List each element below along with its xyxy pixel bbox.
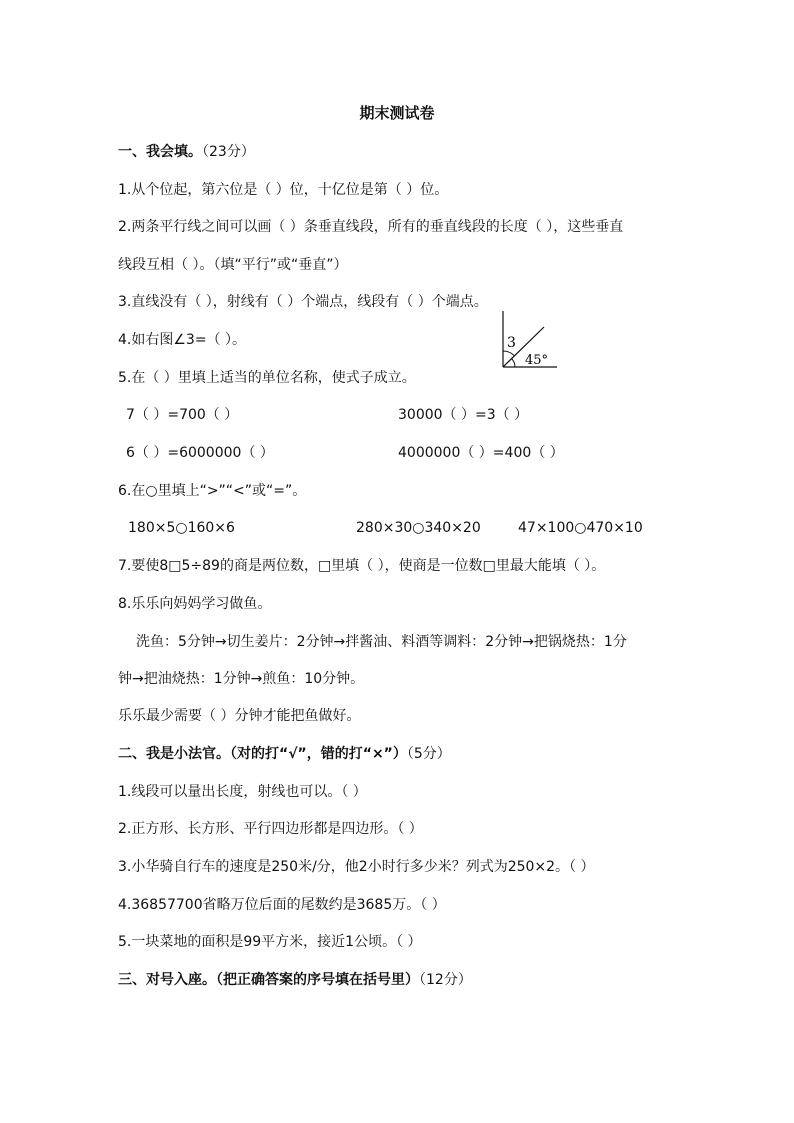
question-1-3: 3.直线没有（ ），射线有（ ）个端点，线段有（ ）个端点。 (118, 294, 488, 310)
angle-arc-3 (503, 351, 514, 356)
judge-item-1: 1.线段可以量出长度，射线也可以。（ ） (118, 784, 367, 800)
section-3-heading (118, 971, 472, 989)
section-1-score: （23分） (202, 144, 255, 160)
question-1-7: 7.要使8□5÷89的商是两位数，□里填（ ），使商是一位数□里最大能填（ ）。 (118, 558, 606, 574)
judge-item-3: 3.小华骑自行车的速度是250米/分，他2小时行多少米？列式为250×2。（ ） (118, 859, 595, 875)
q5-item-4: 4000000（ ）=400（ ） (398, 445, 564, 461)
section-2-score: （5分） (406, 746, 451, 762)
question-1-5: 5.在（ ）里填上适当的单位名称，使式子成立。 (118, 370, 416, 386)
angle-arc-45 (512, 359, 516, 368)
angle-label-3: 3 (507, 335, 516, 351)
section-3-title: 三、对号入座。（把正确答案的序号填在括号里） (118, 972, 419, 988)
section-1-title: 一、我会填。 (118, 144, 202, 160)
q5-item-1: 7（ ）=700（ ） (126, 407, 239, 423)
judge-item-4: 4.36857700省略万位后面的尾数约是3685万。（ ） (118, 897, 446, 913)
page-title: 期末测试卷 (359, 104, 435, 122)
section-1-heading (118, 143, 255, 161)
q8-steps-line1: 洗鱼：5分钟→切生姜片：2分钟→拌酱油、料酒等调料：2分钟→把锅烧热：1分 (136, 634, 627, 650)
question-1-1: 1.从个位起，第六位是（ ）位，十亿位是第（ ）位。 (118, 182, 449, 198)
q6-item-2: 280×30○340×20 (356, 520, 481, 536)
q6-item-3: 47×100○470×10 (518, 520, 643, 536)
judge-item-5: 5.一块菜地的面积是99平方米，接近1公顷。（ ） (118, 934, 422, 950)
angle-label-45: 45° (525, 353, 549, 368)
section-2-title: 二、我是小法官。（对的打“√”，错的打“×”） (118, 746, 407, 762)
section-3-score: （12分） (419, 972, 472, 988)
judge-item-2: 2.正方形、长方形、平行四边形都是四边形。（ ） (118, 821, 423, 837)
q8-steps-line2: 钟→把油烧热：1分钟→煎鱼：10分钟。 (118, 671, 365, 687)
question-1-4: 4.如右图∠3=（ ）。 (118, 332, 246, 348)
section-2-heading (118, 745, 451, 763)
q5-item-2: 30000（ ）=3（ ） (398, 407, 529, 423)
q8-question: 乐乐最少需要（ ）分钟才能把鱼做好。 (118, 708, 361, 724)
question-1-2-line1: 2.两条平行线之间可以画（ ）条垂直线段，所有的垂直线段的长度（ ），这些垂直 (118, 219, 624, 235)
angle-figure (497, 311, 559, 371)
q6-item-1: 180×5○160×6 (128, 520, 235, 536)
question-1-8: 8.乐乐向妈妈学习做鱼。 (118, 596, 272, 612)
q5-item-3: 6（ ）=6000000（ ） (126, 445, 274, 461)
question-1-2-line2: 线段互相（ ）。（填“平行”或“垂直”） (118, 257, 348, 273)
question-1-6: 6.在○里填上“>”“<”或“=”。 (118, 483, 307, 499)
